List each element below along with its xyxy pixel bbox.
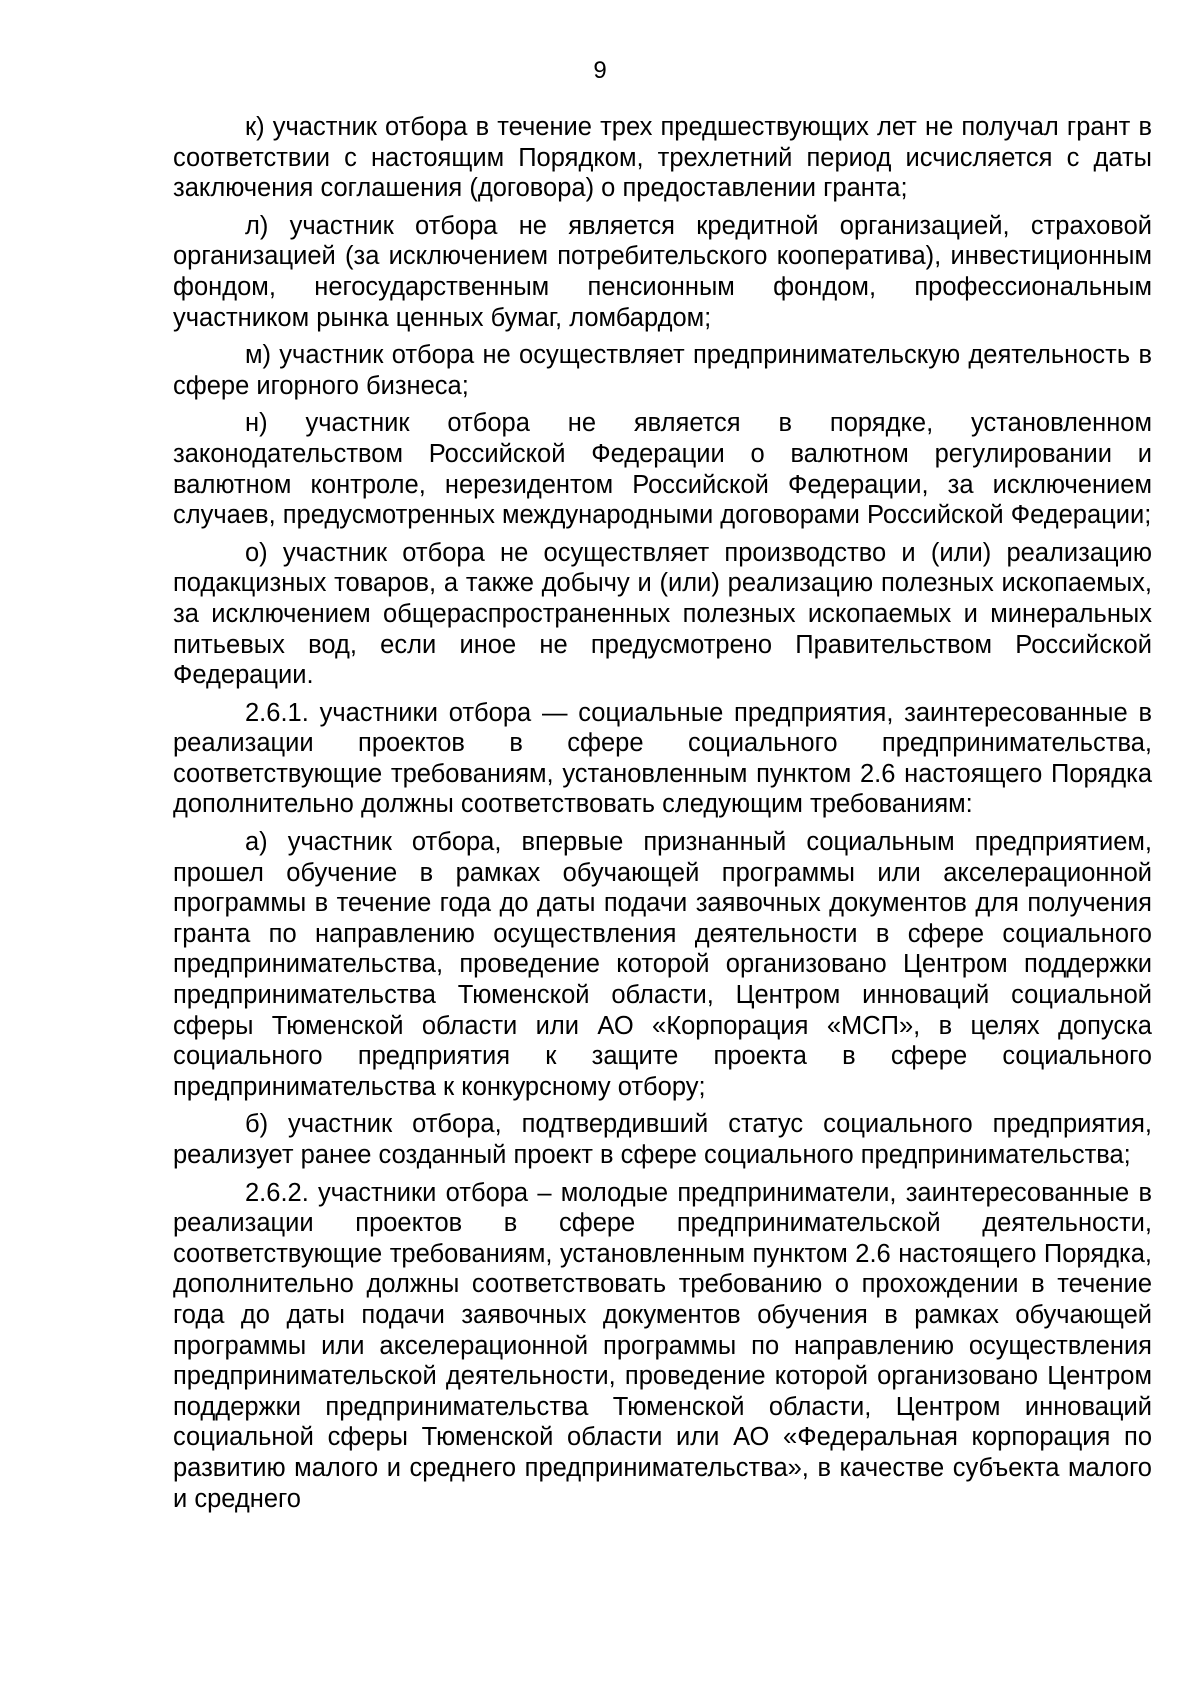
paragraph-k: к) участник отбора в течение трех предшествующих лет не получал грант в соответствии с настоящим Порядком, трехлетний период исчисляется с даты заключения соглашения (договора) о предоставлении гранта; bbox=[173, 113, 1152, 203]
paragraph-a: а) участник отбора, впервые признанный социальным предприятием, прошел обучение в рамках обучающей программы или акселерационной программы в течение года до даты подачи заявочных документов для получения гранта по направлению осуществления деятельности в сфере социального предпринимательства, проведение которой организовано Центром поддержки предпринимательства Тюменской области, Центром инноваций социальной сферы Тюменской области или АО «Корпорация «МСП», в целях допуска социального предприятия к защите проекта в сфере социального предпринимательства к конкурсному отбору; bbox=[173, 828, 1152, 1101]
paragraph-n: н) участник отбора не является в порядке, установленном законодательством Российской Федерации о валютном регулировании и валютном контроле, нерезидентом Российской Федерации, за исключением случаев, предусмотренных международными договорами Российской Федерации; bbox=[173, 409, 1152, 530]
paragraph-2-6-1: 2.6.1. участники отбора — социальные предприятия, заинтересованные в реализации проектов в сфере социального предпринимательства, соответствующие требованиям, установленным пунктом 2.6 настоящего Порядка дополнительно должны соответствовать следующим требованиям: bbox=[173, 698, 1152, 819]
document-body bbox=[173, 112, 1152, 1521]
paragraph-2-6-2: 2.6.2. участники отбора – молодые предприниматели, заинтересованные в реализации проектов в сфере предпринимательской деятельности, соответствующие требованиям, установленным пунктом 2.6 настоящего Порядка, дополнительно должны соответствовать требованию о прохождении в течение года до даты подачи заявочных документов обучения в рамках обучающей программы или акселерационной программы по направлению осуществления предпринимательской деятельности, проведение которой организовано Центром поддержки предпринимательства Тюменской области, Центром инноваций социальной сферы Тюменской области или АО «Федеральная корпорация по развитию малого и среднего предпринимательства», в качестве субъекта малого и среднего bbox=[173, 1178, 1152, 1513]
paragraph-l: л) участник отбора не является кредитной организацией, страховой организацией (за исключением потребительского кооператива), инвестиционным фондом, негосударственным пенсионным фондом, профессиональным участником рынка ценных бумаг, ломбардом; bbox=[173, 211, 1152, 332]
paragraph-o: о) участник отбора не осуществляет производство и (или) реализацию подакцизных товаров, а также добычу и (или) реализацию полезных ископаемых, за исключением общераспространенных полезных ископаемых и минеральных питьевых вод, если иное не предусмотрено Правительством Российской Федерации. bbox=[173, 538, 1152, 690]
paragraph-m: м) участник отбора не осуществляет предпринимательскую деятельность в сфере игорного бизнеса; bbox=[173, 341, 1152, 400]
paragraph-b: б) участник отбора, подтвердивший статус социального предприятия, реализует ранее созданный проект в сфере социального предпринимательства; bbox=[173, 1110, 1152, 1169]
page-number: 9 bbox=[593, 57, 607, 84]
